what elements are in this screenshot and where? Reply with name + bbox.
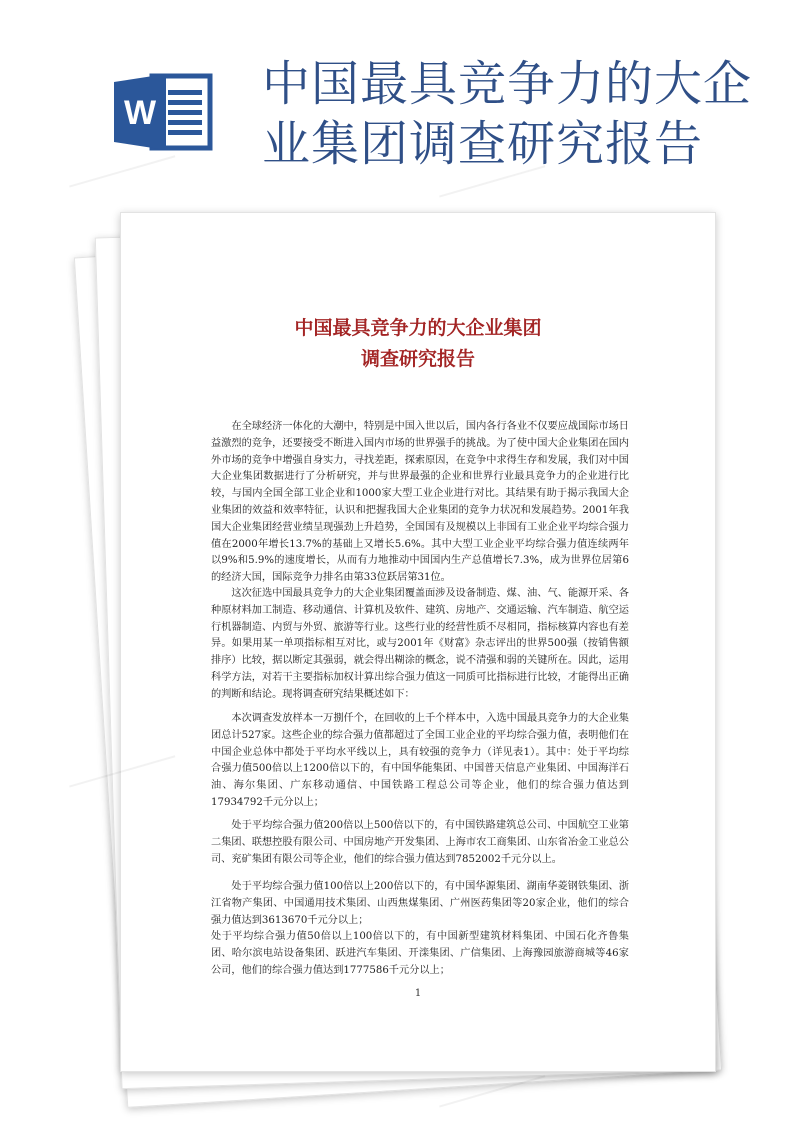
watermark: [69, 155, 181, 206]
paragraph: 处于平均综合强力值100倍以上200倍以下的，有中国华源集团、湖南华菱钢铁集团、浙江省物产集团、中国通用技术集团、山西焦煤集团、广州医药集团等20家企业，他们的综合强力值达到3613670千元分以上；: [211, 881, 629, 926]
document-title-line1: 中国最具竞争力的大企业集团: [294, 317, 542, 339]
page-number: 1: [414, 988, 422, 999]
paragraph: 在全球经济一体化的大潮中，特别是中国入世以后，国内各行各业不仅要应战国际市场日益激烈的竞争，还要接受不断进入国内市场的世界强手的挑战。为了使中国大企业集团在国内外市场的竞争中增强自身实力，寻找差距，探索原因，在竞争中求得生存和发展，我们对中国大企业集团数据进行了分析研究，并与世界最强的企业和世界行业最具竞争力的企业进行比较，与国内全国全部工业企业和1000家大型工业企业进行对比。其结果有助于揭示我国大企业集团的效益和效率特征，认识和把握我国大企业集团的竞争力状况和发展趋势。2001年我国大企业集团经营业绩呈现强劲上升趋势，全国国有及规模以上非国有工业企业平均综合强力值在2000年增长13.7%的基础上又增长5.6%。其中大型工业企业平均综合强力值连续两年以9%和5.9%的速度增长，从而有力地推动中国国内生产总值增长7.3%，成为世界位居第6的经济大国，国际竞争力排名由第33位跃居第31位。: [211, 421, 629, 584]
document-title: [121, 313, 715, 375]
document-page: [120, 212, 716, 1072]
paragraph: 本次调查发放样本一万捌仟个，在回收的上千个样本中，入选中国最具竞争力的大企业集团总计527家。这些企业的综合强力值都超过了全国工业企业的平均综合强力值，表明他们在中国企业总体中都处于平均水平线以上，具有较强的竞争力（详见表1）。其中：处于平均综合强力值500倍以上1200倍以下的，有中国华能集团、中国普天信息产业集团、中国海洋石油、海尔集团、广东移动通信、中国铁路工程总公司等企业，他们的综合强力值达到17934792千元分以上；: [211, 713, 629, 808]
paragraph: 这次征选中国最具竞争力的大企业集团覆盖面涉及设备制造、煤、油、气、能源开采、各种原材料加工制造、移动通信、计算机及软件、建筑、房地产、交通运输、汽车制造、航空运行机器制造、内贸与外贸、旅游等行业。这些行业的经营性质不尽相同，指标核算内容也有差异。如果用某一单项指标相互对比，或与2001年《财富》杂志评出的世界500强（按销售额排序）比较，据以断定其强弱，就会得出糊涂的概念，说不清强和弱的关键所在。因此，运用科学方法，对若干主要指标加权计算出综合强力值这一同质可比指标进行比较，才能得出正确的判断和结论。现将调查研究结果概述如下：: [211, 588, 629, 700]
paragraph: 处于平均综合强力值200倍以上500倍以下的，有中国铁路建筑总公司、中国航空工业第二集团、联想控股有限公司、中国房地产开发集团、上海市农工商集团、山东省冶金工业总公司、兖矿集团有限公司等企业，他们的综合强力值达到7852002千元分以上。: [211, 820, 629, 865]
word-document-icon: [114, 72, 214, 152]
page-title: 中国最具竞争力的大企业集团调查研究报告: [262, 56, 753, 172]
document-title-line2: 调查研究报告: [360, 348, 475, 370]
paragraph: 处于平均综合强力值50倍以上100倍以下的，有中国新型建筑材料集团、中国石化齐鲁集团、哈尔滨电站设备集团、跃进汽车集团、开滦集团、广信集团、上海豫园旅游商城等46家公司，他们的综合强力值达到1777586千元分以上；: [211, 931, 629, 976]
svg-text:W: W: [123, 94, 157, 132]
